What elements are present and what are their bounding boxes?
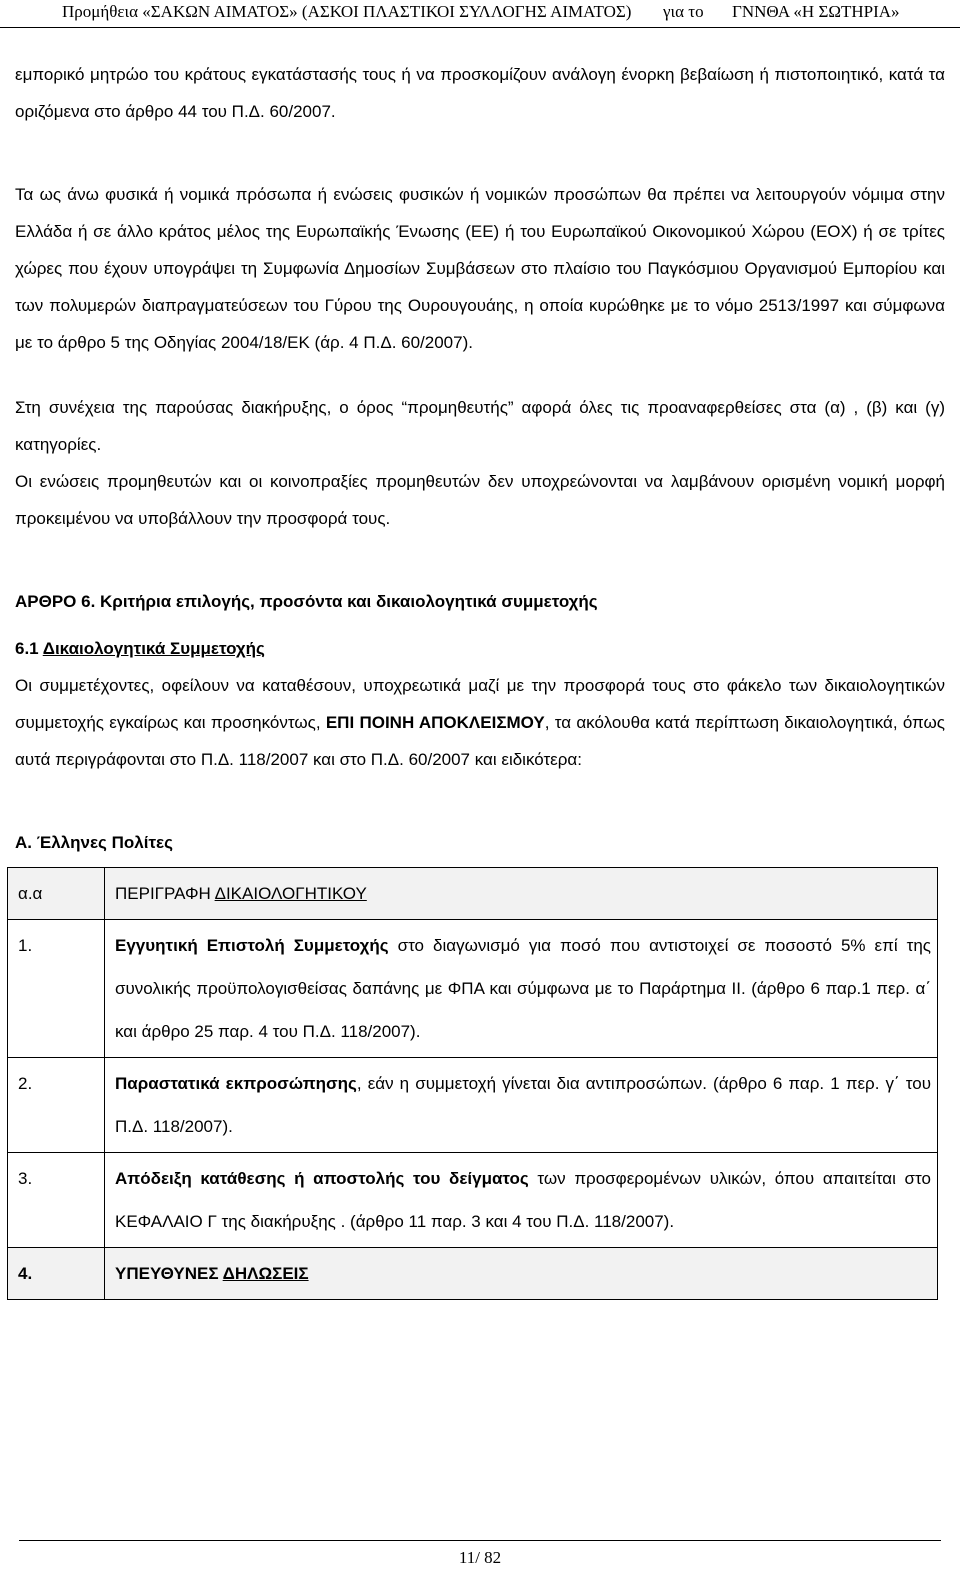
paragraph-consortia: Οι ενώσεις προμηθευτών και οι κοινοπραξίες προμηθευτών δεν υποχρεώνονται να λαμβάνουν ορισμένη νομική μορφή προκειμένου να υποβάλλουν την προσφορά τους. (15, 472, 945, 528)
row-number: 3. (8, 1153, 105, 1248)
requirements-table (7, 867, 938, 1300)
paragraph-registry: εμπορικό μητρώο του κράτους εγκατάστασής τους ή να προσκομίζουν ανάλογη ένορκη βεβαίωση ή πιστοποιητικό, κατά τα οριζόμενα στο άρθρο 44 του Π.Δ. 60/2007. (15, 65, 945, 121)
header-rule (0, 27, 960, 28)
table-header-num: α.α (8, 868, 105, 920)
header-title: Προμήθεια «ΣΑΚΩΝ ΑΙΜΑΤΟΣ» (ΑΣΚΟΙ ΠΛΑΣΤΙΚΟΙ ΣΥΛΛΟΓΗΣ ΑΙΜΑΤΟΣ) (62, 2, 632, 21)
row-description (105, 920, 938, 1058)
table-header-row (8, 868, 938, 920)
page-number: 11/ 82 (458, 1548, 502, 1567)
header-hospital: ΓΝΝΘΑ «Η ΣΩΤΗΡΙΑ» (732, 2, 900, 21)
row-text: , εάν η συμμετοχή γίνεται δια αντιπροσώπων. (άρθρο 6 παρ. 1 περ. γ΄ του Π.Δ. 118/2007). (115, 1074, 931, 1136)
row-number: 4. (8, 1248, 105, 1300)
row-text: στο διαγωνισμό για ποσό που αντιστοιχεί σε ποσοστό 5% επί της συνολικής προϋπολογισθείσας δαπάνης με ΦΠΑ και σύμφωνα με το Παράρτημα ΙΙ. (άρθρο 6 παρ.1 περ. α΄ και άρθρο 25 παρ. 4 του Π.Δ. 118/2007). (115, 936, 931, 1041)
document-body (15, 56, 945, 1300)
row-number: 1. (8, 920, 105, 1058)
intro-emphasis: ΕΠΙ ΠΟΙΝΗ ΑΠΟΚΛΕΙΣΜΟΥ (325, 713, 545, 732)
paragraph-supplier-definition: Στη συνέχεια της παρούσας διακήρυξης, ο όρος “προμηθευτής” αφορά όλες τις προαναφερθείσες στα (α) , (β) και (γ) κατηγορίες. (15, 398, 945, 454)
row-description (105, 1248, 938, 1300)
row-number: 2. (8, 1058, 105, 1153)
section-number: 6.1 (15, 639, 39, 658)
section-heading (15, 630, 945, 667)
row-text: των προσφερομένων υλικών, όπου απαιτείται στο ΚΕΦΑΛΑΙΟ Γ της διακήρυξης . (άρθρο 11 παρ. 3 και 4 του Π.Δ. 118/2007). (115, 1169, 931, 1231)
table-row (8, 920, 938, 1058)
row-text: ΥΠΕΥΘΥΝΕΣ (115, 1264, 223, 1283)
subsection-title: Α. Έλληνες Πολίτες (15, 833, 173, 852)
row-underlined: ΔΗΛΩΣΕΙΣ (222, 1264, 309, 1283)
row-description (105, 1058, 938, 1153)
table-row (8, 1248, 938, 1300)
intro-text-end: , τα ακόλουθα κατά περίπτωση δικαιολογητικά, όπως αυτά περιγράφονται στο Π.Δ. 118/2007 και στο Π.Δ. 60/2007 και ειδικότερα: (15, 713, 946, 769)
page-header (0, 0, 960, 30)
header-connector: για το (663, 2, 704, 21)
row-bold: Εγγυητική Επιστολή Συμμετοχής (115, 936, 389, 955)
table-row (8, 1153, 938, 1248)
intro-text: Οι συμμετέχοντες, οφείλουν να καταθέσουν, υποχρεωτικά μαζί με την προσφορά τους στο φάκελο των δικαιολογητικών συμμετοχής εγκαίρως και προσηκόντως, (15, 676, 945, 732)
section-title: Δικαιολογητικά Συμμετοχής (42, 639, 265, 658)
row-bold: Απόδειξη κατάθεσης ή αποστολής του δείγματος (115, 1169, 529, 1188)
footer-rule (19, 1540, 941, 1541)
paragraph-legal-entities: Τα ως άνω φυσικά ή νομικά πρόσωπα ή ενώσεις φυσικών ή νομικών προσώπων θα πρέπει να λειτουργούν νόμιμα στην Ελλάδα ή σε άλλο κράτος μέλος της Ευρωπαϊκής Ένωσης (ΕΕ) ή του Ευρωπαϊκού Οικονομικού Χώρου (ΕΟΧ) ή σε τρίτες χώρες που έχουν υπογράψει τη Συμφωνία Δημοσίων Συμβάσεων στο πλαίσιο του Παγκόσμιου Οργανισμού Εμπορίου και των πολυμερών διαπραγματεύσεων του Γύρου της Ουρουγουάης, η οποία κυρώθηκε με το νόμο 2513/1997 και σύμφωνα με το άρθρο 5 της Οδηγίας 2004/18/ΕΚ (άρ. 4 Π.Δ. 60/2007). (15, 185, 945, 352)
table-header-description (105, 868, 938, 920)
article-title: ΑΡΘΡΟ 6. Κριτήρια επιλογής, προσόντα και δικαιολογητικά συμμετοχής (15, 592, 598, 611)
table-header-text: ΠΕΡΙΓΡΑΦΗ (115, 884, 215, 903)
table-row (8, 1058, 938, 1153)
row-description (105, 1153, 938, 1248)
row-bold: Παραστατικά εκπροσώπησης (115, 1074, 357, 1093)
table-header-underlined: ΔΙΚΑΙΟΛΟΓΗΤΙΚΟΥ (214, 884, 367, 903)
paragraph-requirements-intro (15, 667, 945, 778)
